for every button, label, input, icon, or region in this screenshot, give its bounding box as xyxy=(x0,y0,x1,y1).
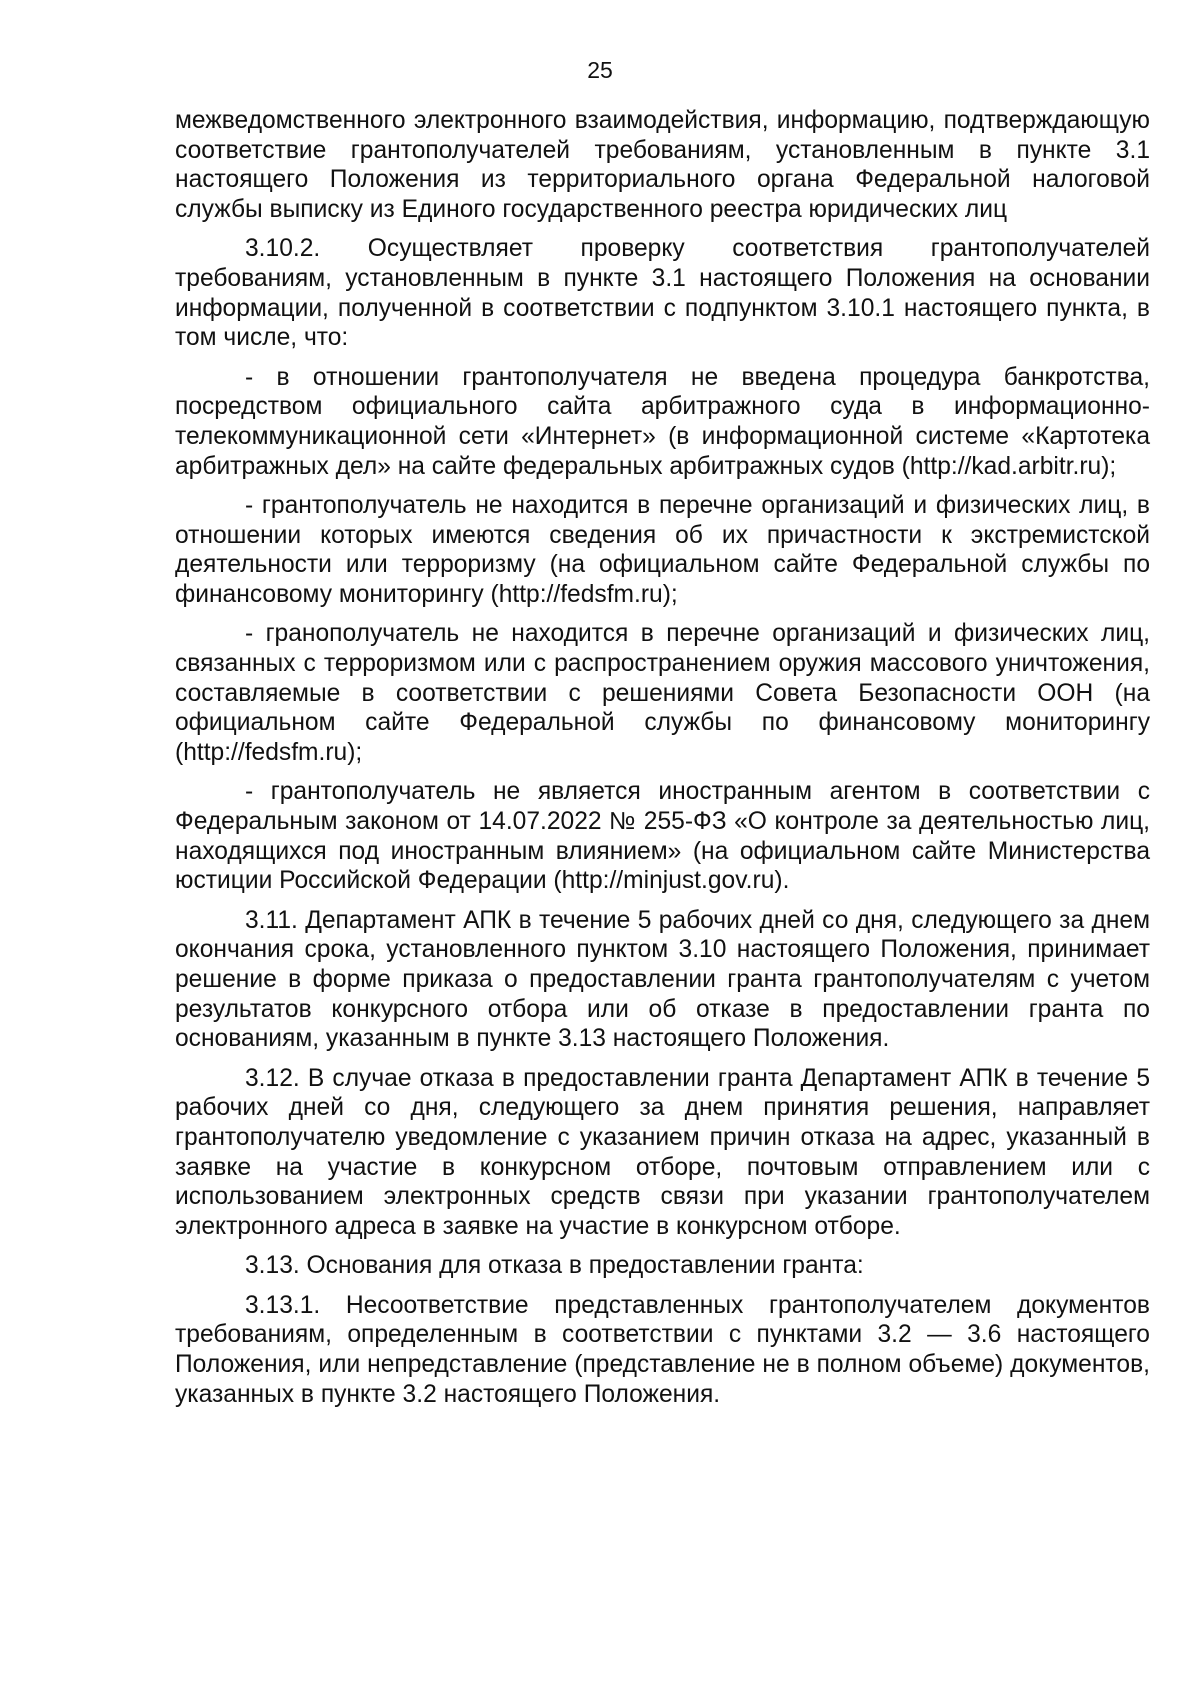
list-item-terrorism: - гранополучатель не находится в перечне организаций и физических лиц, связанных с терроризмом или с распространением оружия массового уничтожения, составляемые в соответствии с решениями Совета Безопасности ООН (на официальном сайте Федеральной службы по финансовому мониторингу (http://fedsfm.ru); xyxy=(175,620,1150,767)
paragraph-3-12: 3.12. В случае отказа в предоставлении гранта Департамент АПК в течение 5 рабочих дней со дня, следующего за днем принятия решения, направляет грантополучателю уведомление с указанием причин отказа на адрес, указанный в заявке на участие в конкурсном отборе, почтовым отправлением или с использованием электронных средств связи при указании грантополучателем электронного адреса в заявке на участие в конкурсном отборе. xyxy=(175,1064,1150,1241)
paragraph-3-11: 3.11. Департамент АПК в течение 5 рабочих дней со дня, следующего за днем окончания срока, установленного пунктом 3.10 настоящего Положения, принимает решение в форме приказа о предоставлении гранта грантополучателям с учетом результатов конкурсного отбора или об отказе в предоставлении гранта по основаниям, указанным в пункте 3.13 настоящего Положения. xyxy=(175,906,1150,1053)
list-item-foreign-agent: - грантополучатель не является иностранным агентом в соответствии с Федеральным законом от 14.07.2022 № 255-ФЗ «О контроле за деятельностью лиц, находящихся под иностранным влиянием» (на официальном сайте Министерства юстиции Российской Федерации (http://minjust.gov.ru). xyxy=(175,778,1150,895)
paragraph-3-13-1: 3.13.1. Несоответствие представленных грантополучателем документов требованиям, определенным в соответствии с пунктами 3.2 — 3.6 настоящего Положения, или непредставление (представление не в полном объеме) документов, указанных в пункте 3.2 настоящего Положения. xyxy=(175,1291,1150,1408)
list-item-extremism: - грантополучатель не находится в перечне организаций и физических лиц, в отношении которых имеются сведения об их причастности к экстремистской деятельности или терроризму (на официальном сайте Федеральной службы по финансовому мониторингу (http://fedsfm.ru); xyxy=(175,491,1150,609)
list-item-bankruptcy: - в отношении грантополучателя не введена процедура банкротства, посредством официального сайта арбитражного суда в информационно-телекоммуникационной сети «Интернет» (в информационной системе «Картотека арбитражных дел» на сайте федеральных арбитражных судов (http://kad.arbitr.ru); xyxy=(175,363,1150,480)
paragraph-continuation: межведомственного электронного взаимодействия, информацию, подтверждающую соответствие грантополучателей требованиям, установленным в пункте 3.1 настоящего Положения из территориального органа Федеральной налоговой службы выписку из Единого государственного реестра юридических лиц xyxy=(175,107,1150,224)
document-body xyxy=(175,106,1150,1419)
paragraph-3-10-2: 3.10.2. Осуществляет проверку соответствия грантополучателей требованиям, установленным в пункте 3.1 настоящего Положения на основании информации, полученной в соответствии с подпунктом 3.10.1 настоящего пункта, в том числе, что: xyxy=(175,235,1150,352)
page-number: 25 xyxy=(587,57,613,83)
paragraph-3-13: 3.13. Основания для отказа в предоставлении гранта: xyxy=(245,1252,864,1280)
